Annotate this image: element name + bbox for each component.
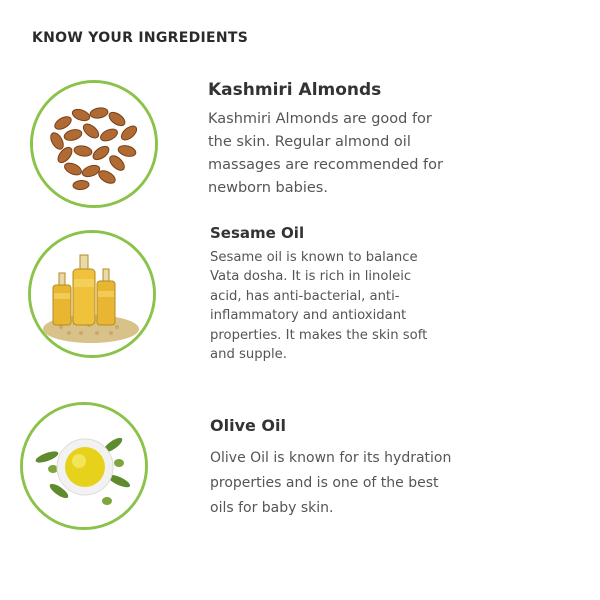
ingredient-olive-oil	[0, 392, 600, 542]
description-line: newborn babies.	[208, 180, 328, 196]
ingredient-title: Sesame Oil	[210, 224, 305, 242]
description-line: the skin. Regular almond oil	[208, 134, 411, 150]
description-line: properties and is one of the best	[210, 475, 439, 491]
sesame-oil-bottles-image	[28, 230, 156, 358]
description-line: Olive Oil is known for its hydration	[210, 450, 452, 466]
description-line: inflammatory and antioxidant	[210, 308, 407, 324]
almonds-image	[30, 80, 158, 208]
description-line: properties. It makes the skin soft	[210, 327, 428, 343]
description-line: acid, has anti-bacterial, anti-	[210, 288, 400, 304]
ingredient-sesame-oil	[0, 218, 600, 378]
ingredient-title: Kashmiri Almonds	[208, 80, 382, 100]
ingredient-description	[210, 248, 427, 364]
olive-oil-bowl-image	[20, 402, 148, 530]
ingredient-description	[208, 108, 443, 200]
ingredient-title: Olive Oil	[210, 416, 286, 435]
page-heading: KNOW YOUR INGREDIENTS	[32, 30, 249, 46]
description-line: Vata dosha. It is rich in linoleic	[210, 269, 412, 285]
description-line: Kashmiri Almonds are good for	[208, 111, 432, 127]
description-line: Sesame oil is known to balance	[210, 250, 418, 265]
ingredient-description	[210, 446, 451, 521]
description-line: massages are recommended for	[208, 157, 443, 173]
description-line: oils for baby skin.	[210, 500, 334, 516]
ingredient-almonds	[0, 72, 600, 212]
description-line: and supple.	[210, 347, 287, 363]
